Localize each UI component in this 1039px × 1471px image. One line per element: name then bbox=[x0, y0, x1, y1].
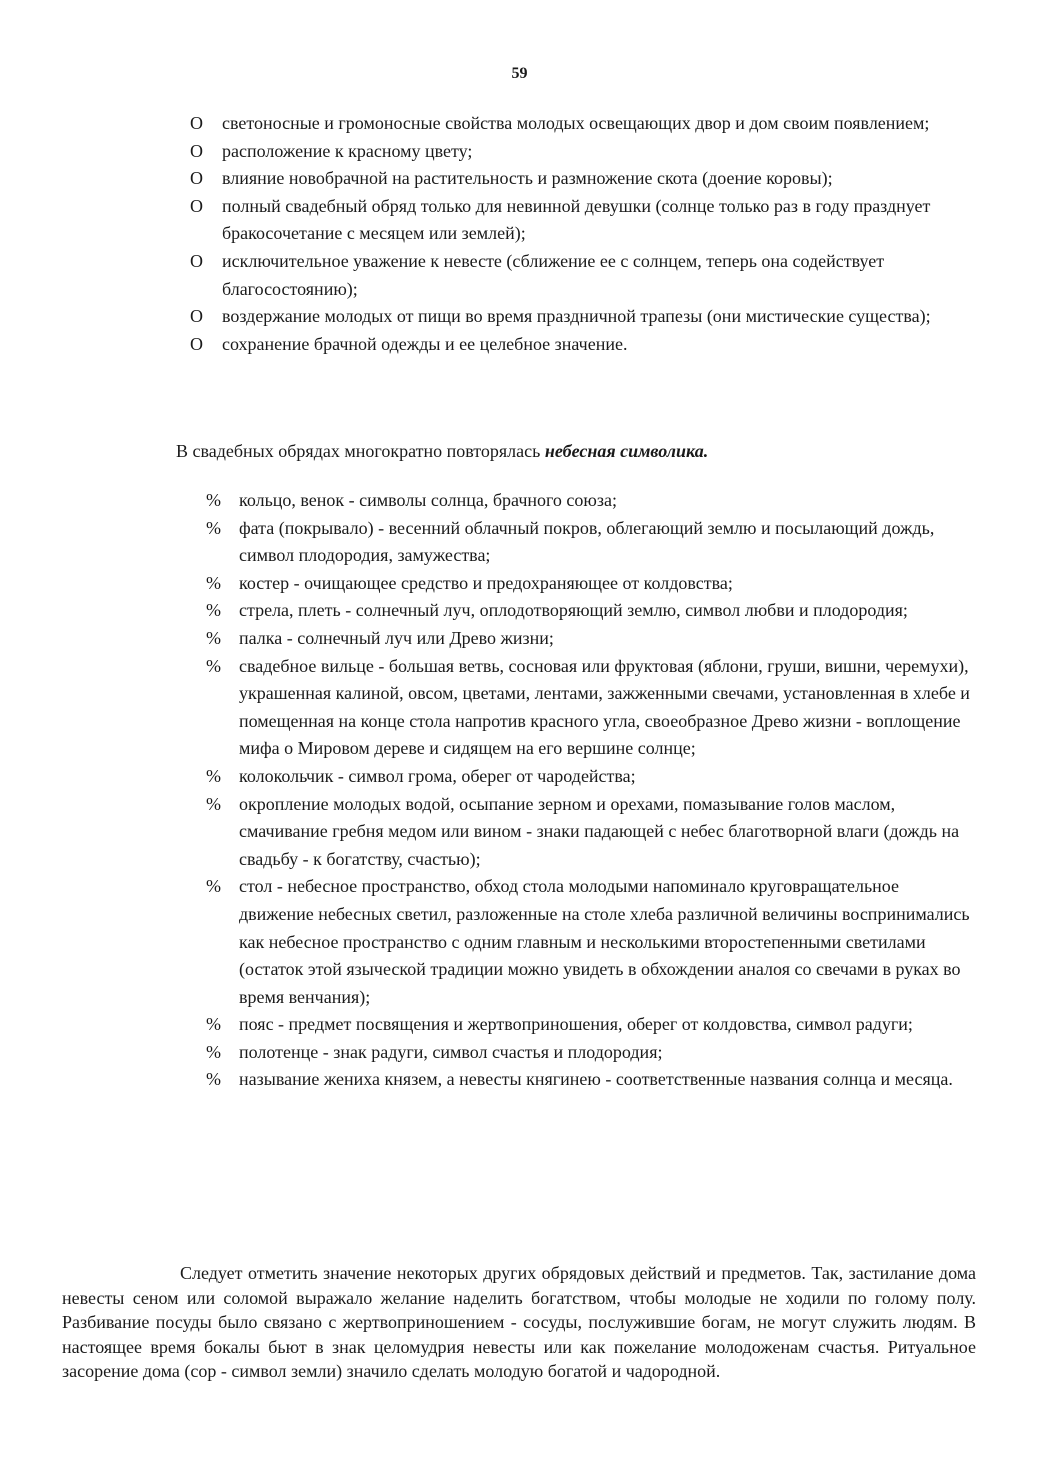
list-item-text: окропление молодых водой, осыпание зерном и орехами, помазывание голов маслом, смачивание гребня медом или вином - знаки падающей с небес благотворной влаги (дождь на свадьбу - к богатству, счастью); bbox=[239, 793, 960, 869]
list-bullet: O bbox=[190, 333, 203, 354]
list-bullet: % bbox=[206, 600, 221, 621]
list-item-text: палка - солнечный луч или Древо жизни; bbox=[239, 627, 554, 648]
list-item-text: свадебное вильце - большая ветвь, сосновая или фруктовая (яблони, груши, вишни, черемухи), украшенная калиной, овсом, цветами, лентами, зажженными свечами, установленная в хлебе и помещенная на конце стола напротив красного угла, своеобразное Древо жизни - воплощение мифа о Мировом дереве и сидящем на его вершине солнце; bbox=[239, 655, 970, 759]
list-item-text: исключительное уважение к невесте (сближение ее с солнцем, теперь она содействует благосостоянию); bbox=[222, 250, 885, 299]
list-item-text: стол - небесное пространство, обход стола молодыми напоминало круговращательное движение небесных светил, разложенные на столе хлеба различной величины воспринимались как небесное пространство с одним главным и несколькими второстепенными светилами (остаток этой языческой традиции можно увидеть в обхождении аналоя со свечами в руках во время венчания); bbox=[239, 876, 970, 1007]
intro-emphasis: небесная символика. bbox=[544, 441, 709, 461]
list-item bbox=[206, 597, 976, 625]
list-item bbox=[206, 763, 976, 791]
intro-paragraph bbox=[176, 438, 976, 465]
list-item-text: сохранение брачной одежды и ее целебное значение. bbox=[222, 333, 628, 354]
list-item bbox=[206, 1011, 976, 1039]
list-bullet: % bbox=[206, 1014, 221, 1035]
list-bullet: % bbox=[206, 655, 221, 676]
list-item-text: фата (покрывало) - весенний облачный покров, облегающий землю и посылающий дождь, символ плодородия, замужества; bbox=[239, 517, 935, 566]
list-bullet: O bbox=[190, 140, 203, 161]
closing-paragraph: Следует отметить значение некоторых других обрядовых действий и предметов. Так, застилание дома невесты сеном или соломой выражало желание наделить богатством, чтобы молодые не ходили по голому полу. Разбивание посуды было связано с жертвоприношением - сосуды, послужившие богам, не могут служить людям. В настоящее время бокалы бьют в знак целомудрия невесты или как пожелание молодоженам счастья. Ритуальное засорение дома (сор - символ земли) значило сделать молодую богатой и чадородной. bbox=[62, 1263, 976, 1382]
list-bullet: O bbox=[190, 113, 203, 133]
list-bullet: O bbox=[190, 250, 203, 271]
list-item-text: кольцо, венок - символы солнца, брачного союза; bbox=[239, 490, 617, 510]
attributes-list bbox=[190, 110, 970, 358]
list-item bbox=[206, 873, 976, 1011]
list-item bbox=[190, 110, 970, 138]
intro-text: В свадебных обрядах многократно повторялась bbox=[176, 441, 545, 461]
list-item bbox=[190, 193, 970, 248]
list-item bbox=[206, 791, 976, 874]
list-item bbox=[206, 487, 976, 515]
list-bullet: % bbox=[206, 572, 221, 593]
list-bullet: % bbox=[206, 1069, 221, 1090]
list-item bbox=[206, 570, 976, 598]
list-bullet: % bbox=[206, 876, 221, 897]
list-bullet: % bbox=[206, 490, 221, 510]
list-item bbox=[190, 331, 970, 359]
list-item bbox=[190, 138, 970, 166]
list-item-text: расположение к красному цвету; bbox=[222, 140, 473, 161]
list-item bbox=[190, 248, 970, 303]
list-item-text: пояс - предмет посвящения и жертвоприношения, оберег от колдовства, символ радуги; bbox=[239, 1014, 913, 1035]
list-bullet: O bbox=[190, 306, 203, 327]
list-item-text: называние жениха князем, а невесты княгинею - соответственные названия солнца и месяца. bbox=[239, 1069, 953, 1090]
list-item bbox=[206, 1039, 976, 1067]
list-item bbox=[206, 625, 976, 653]
list-item bbox=[190, 165, 970, 193]
list-item bbox=[206, 1066, 976, 1094]
list-bullet: O bbox=[190, 168, 203, 189]
list-bullet: O bbox=[190, 195, 203, 216]
list-bullet: % bbox=[206, 627, 221, 648]
list-item-text: костер - очищающее средство и предохраняющее от колдовства; bbox=[239, 572, 733, 593]
list-item bbox=[190, 303, 970, 331]
list-bullet: % bbox=[206, 517, 221, 538]
list-item-text: колокольчик - символ грома, оберег от чародейства; bbox=[239, 765, 636, 786]
list-item-text: влияние новобрачной на растительность и размножение скота (доение коровы); bbox=[222, 168, 833, 189]
list-bullet: % bbox=[206, 765, 221, 786]
list-item-text: полотенце - знак радуги, символ счастья и плодородия; bbox=[239, 1041, 663, 1062]
symbolism-list bbox=[206, 487, 976, 1094]
list-item bbox=[206, 515, 976, 570]
list-item-text: полный свадебный обряд только для невинной девушки (солнце только раз в году празднует бракосочетание с месяцем или землей); bbox=[222, 195, 931, 244]
page-number: 59 bbox=[511, 65, 528, 82]
list-item-text: стрела, плеть - солнечный луч, оплодотворяющий землю, символ любви и плодородия; bbox=[239, 600, 908, 621]
list-item-text: светоносные и громоносные свойства молодых освещающих двор и дом своим появлением; bbox=[222, 113, 930, 133]
list-bullet: % bbox=[206, 1041, 221, 1062]
list-bullet: % bbox=[206, 793, 221, 814]
list-item bbox=[206, 653, 976, 763]
list-item-text: воздержание молодых от пищи во время праздничной трапезы (они мистические существа); bbox=[222, 306, 931, 327]
